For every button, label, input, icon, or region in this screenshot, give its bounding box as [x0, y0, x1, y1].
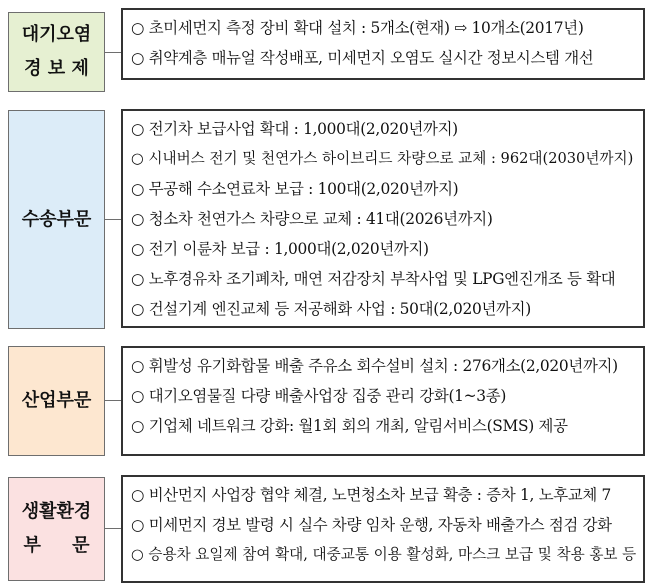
- list-item: ○ 미세먼지 경보 발령 시 실수 차량 임차 운행, 자동차 배출가스 점검 강화: [131, 516, 612, 534]
- section-label-line: 산업부문: [21, 390, 92, 411]
- section-label-line: 생활환경: [21, 501, 92, 522]
- section-content-transport: [121, 109, 645, 328]
- list-item: ○ 취약계층 매뉴얼 작성배포, 미세먼지 오염도 실시간 정보시스템 개선: [131, 49, 594, 67]
- list-item: ○ 청소차 천연가스 차량으로 교체 : 41대(2026년까지): [131, 210, 493, 228]
- section-label-industry: [8, 346, 105, 456]
- list-item: ○ 승용차 요일제 참여 확대, 대중교통 이용 활성화, 마스크 보급 및 착용 홍보 등: [131, 546, 637, 563]
- list-item: ○ 대기오염물질 다량 배출사업장 집중 관리 강화(1~3종): [131, 387, 507, 405]
- list-item: ○ 전기차 보급사업 확대 : 1,000대(2,020년까지): [131, 120, 458, 138]
- section-label-living-environment: [8, 477, 105, 581]
- section-label-air-pollution: [8, 12, 105, 92]
- connector-line: [105, 528, 121, 529]
- list-item: ○ 전기 이륜차 보급 : 1,000대(2,020년까지): [131, 240, 429, 258]
- section-label-transport: [8, 110, 105, 329]
- section-label-line: 대기오염: [21, 24, 92, 45]
- list-item: ○ 초미세먼지 측정 장비 확대 설치 : 5개소(현재) ⇨ 10개소(2017년): [131, 19, 584, 37]
- list-item: ○ 휘발성 유기화합물 배출 주유소 회수설비 설치 : 276개소(2,020년까지): [131, 357, 618, 375]
- list-item: ○ 비산먼지 사업장 협약 체결, 노면청소차 보급 확충 : 증차 1, 노후교체 7: [131, 486, 612, 504]
- connector-line: [105, 400, 121, 401]
- list-item: ○ 시내버스 전기 및 천연가스 하이브리드 차량으로 교체 : 962대(2030년까지): [131, 150, 634, 167]
- section-label-line: 경 보 제: [24, 58, 89, 79]
- list-item: ○ 건설기계 엔진교체 등 저공해화 사업 : 50대(2,020년까지): [131, 300, 531, 318]
- section-content-living-environment: [121, 475, 645, 583]
- section-label-line: 부 문: [23, 535, 90, 556]
- connector-line: [105, 52, 121, 53]
- section-content-industry: [121, 346, 645, 456]
- list-item: ○ 기업체 네트워크 강화: 월1회 회의 개최, 알림서비스(SMS) 제공: [131, 417, 568, 435]
- connector-line: [105, 219, 121, 220]
- section-label-line: 수송부문: [21, 208, 92, 230]
- list-item: ○ 무공해 수소연료차 보급 : 100대(2,020년까지): [131, 180, 459, 198]
- section-content-air-pollution: [121, 8, 645, 80]
- list-item: ○ 노후경유차 조기폐차, 매연 저감장치 부착사업 및 LPG엔진개조 등 확대: [131, 270, 616, 288]
